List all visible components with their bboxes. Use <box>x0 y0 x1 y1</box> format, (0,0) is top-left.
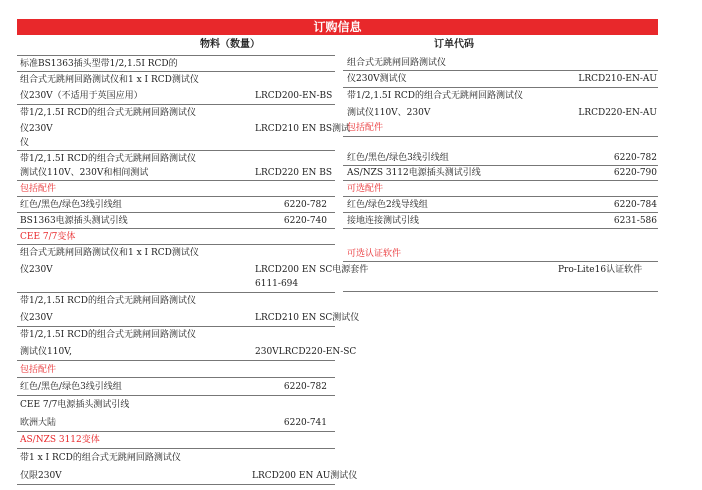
left-included2-cee-line2: 欧洲大陆 <box>20 418 57 428</box>
right-included-code2: 6220-790 <box>613 168 657 178</box>
left-item2-line3: 仪 <box>20 138 30 148</box>
left-item5-line2: 仪230V <box>20 313 53 323</box>
right-item2-code: LRCD220-EN-AU <box>578 108 657 118</box>
right-software-name: Pro-Lite16认证软件 <box>558 265 643 275</box>
left-included1-code1: 6220-782 <box>283 200 327 210</box>
right-included-heading: 包括配件 <box>347 123 384 133</box>
left-item1-line3: 仪230V（不适用于英国应用） <box>20 91 143 101</box>
left-as-heading: AS/NZS 3112变体 <box>20 435 100 445</box>
left-item2-line1: 带1/2,1.5I RCD的组合式无跳闸回路测试仪 <box>20 108 196 118</box>
right-optional-item2: 接地连接测试引线 <box>347 216 420 226</box>
left-included2-cee-code: 6220-741 <box>283 418 327 428</box>
left-item6-line2: 测试仪110V, <box>20 347 72 357</box>
header-order-code: 订单代码 <box>434 39 474 50</box>
right-included-item2: AS/NZS 3112电源插头测试引线 <box>347 168 481 178</box>
order-info-banner: 订购信息 <box>17 19 658 35</box>
left-item6-code: 230VLRCD220-EN-SC <box>255 347 357 357</box>
left-item4-line1: 组合式无跳闸回路测试仪和1 x I RCD测试仪 <box>20 248 199 258</box>
left-included2-cee-line1: CEE 7/7电源插头测试引线 <box>20 400 130 410</box>
left-included2-heading: 包括配件 <box>20 365 57 375</box>
right-item1-line1: 组合式无跳闸回路测试仪 <box>347 58 447 68</box>
left-item3-line2: 测试仪110V、230V和相间测试 <box>20 168 149 178</box>
left-included1-item2: BS1363电源插头测试引线 <box>20 216 128 226</box>
right-optional-heading: 可选配件 <box>347 184 384 194</box>
left-included2-item: 红色/黑色/绿色3线引线组 <box>20 382 122 392</box>
left-included1-item1: 红色/黑色/绿色3线引线组 <box>20 200 122 210</box>
left-included1-code2: 6220-740 <box>283 216 327 226</box>
left-item6-line1: 带1/2,1.5I RCD的组合式无跳闸回路测试仪 <box>20 330 196 340</box>
left-item5-line1: 带1/2,1.5I RCD的组合式无跳闸回路测试仪 <box>20 296 196 306</box>
left-item2-code: LRCD210 EN BS测试 <box>255 124 350 134</box>
left-item1-code: LRCD200-EN-BS <box>255 91 333 101</box>
left-included1-heading: 包括配件 <box>20 184 57 194</box>
header-items: 物料（数量） <box>200 39 260 50</box>
left-item1-line1: 标准BS1363插头型带1/2,1.5I RCD的 <box>20 59 178 69</box>
left-item4-line2: 仪230V <box>20 265 53 275</box>
left-item3-line1: 带1/2,1.5I RCD的组合式无跳闸回路测试仪 <box>20 154 196 164</box>
right-item2-line2: 测试仪110V、230V <box>347 108 431 118</box>
right-item1-line2: 仪230V测试仪 <box>347 74 407 84</box>
left-included2-item-code: 6220-782 <box>283 382 327 392</box>
left-item4-code1: LRCD200 EN SC电源套件 <box>255 265 369 275</box>
left-item1-line2: 组合式无跳闸回路测试仪和1 x I RCD测试仪 <box>20 75 199 85</box>
left-item7-line1: 带1 x I RCD的组合式无跳闸回路测试仪 <box>20 453 181 463</box>
left-item7-code: LRCD200 EN AU测试仪 <box>252 471 358 481</box>
left-item4-code2: 6111-694 <box>255 279 299 289</box>
right-included-code1: 6220-782 <box>613 153 657 163</box>
left-item7-line2: 仅限230V <box>20 471 62 481</box>
left-cee-heading: CEE 7/7变体 <box>20 232 76 242</box>
right-item1-code: LRCD210-EN-AU <box>578 74 657 84</box>
right-optional-code1: 6220-784 <box>613 200 657 210</box>
right-software-heading: 可选认证软件 <box>347 249 402 259</box>
left-item2-line2: 仪230V <box>20 124 53 134</box>
right-optional-code2: 6231-586 <box>613 216 657 226</box>
right-included-item1: 红色/黑色/绿色3线引线组 <box>347 153 449 163</box>
right-optional-item1: 红色/绿色2线导线组 <box>347 200 428 210</box>
left-item3-code: LRCD220 EN BS <box>255 168 332 178</box>
right-item2-line1: 带1/2,1.5I RCD的组合式无跳闸回路测试仪 <box>347 91 523 101</box>
left-item5-code: LRCD210 EN SC测试仪 <box>255 313 360 323</box>
